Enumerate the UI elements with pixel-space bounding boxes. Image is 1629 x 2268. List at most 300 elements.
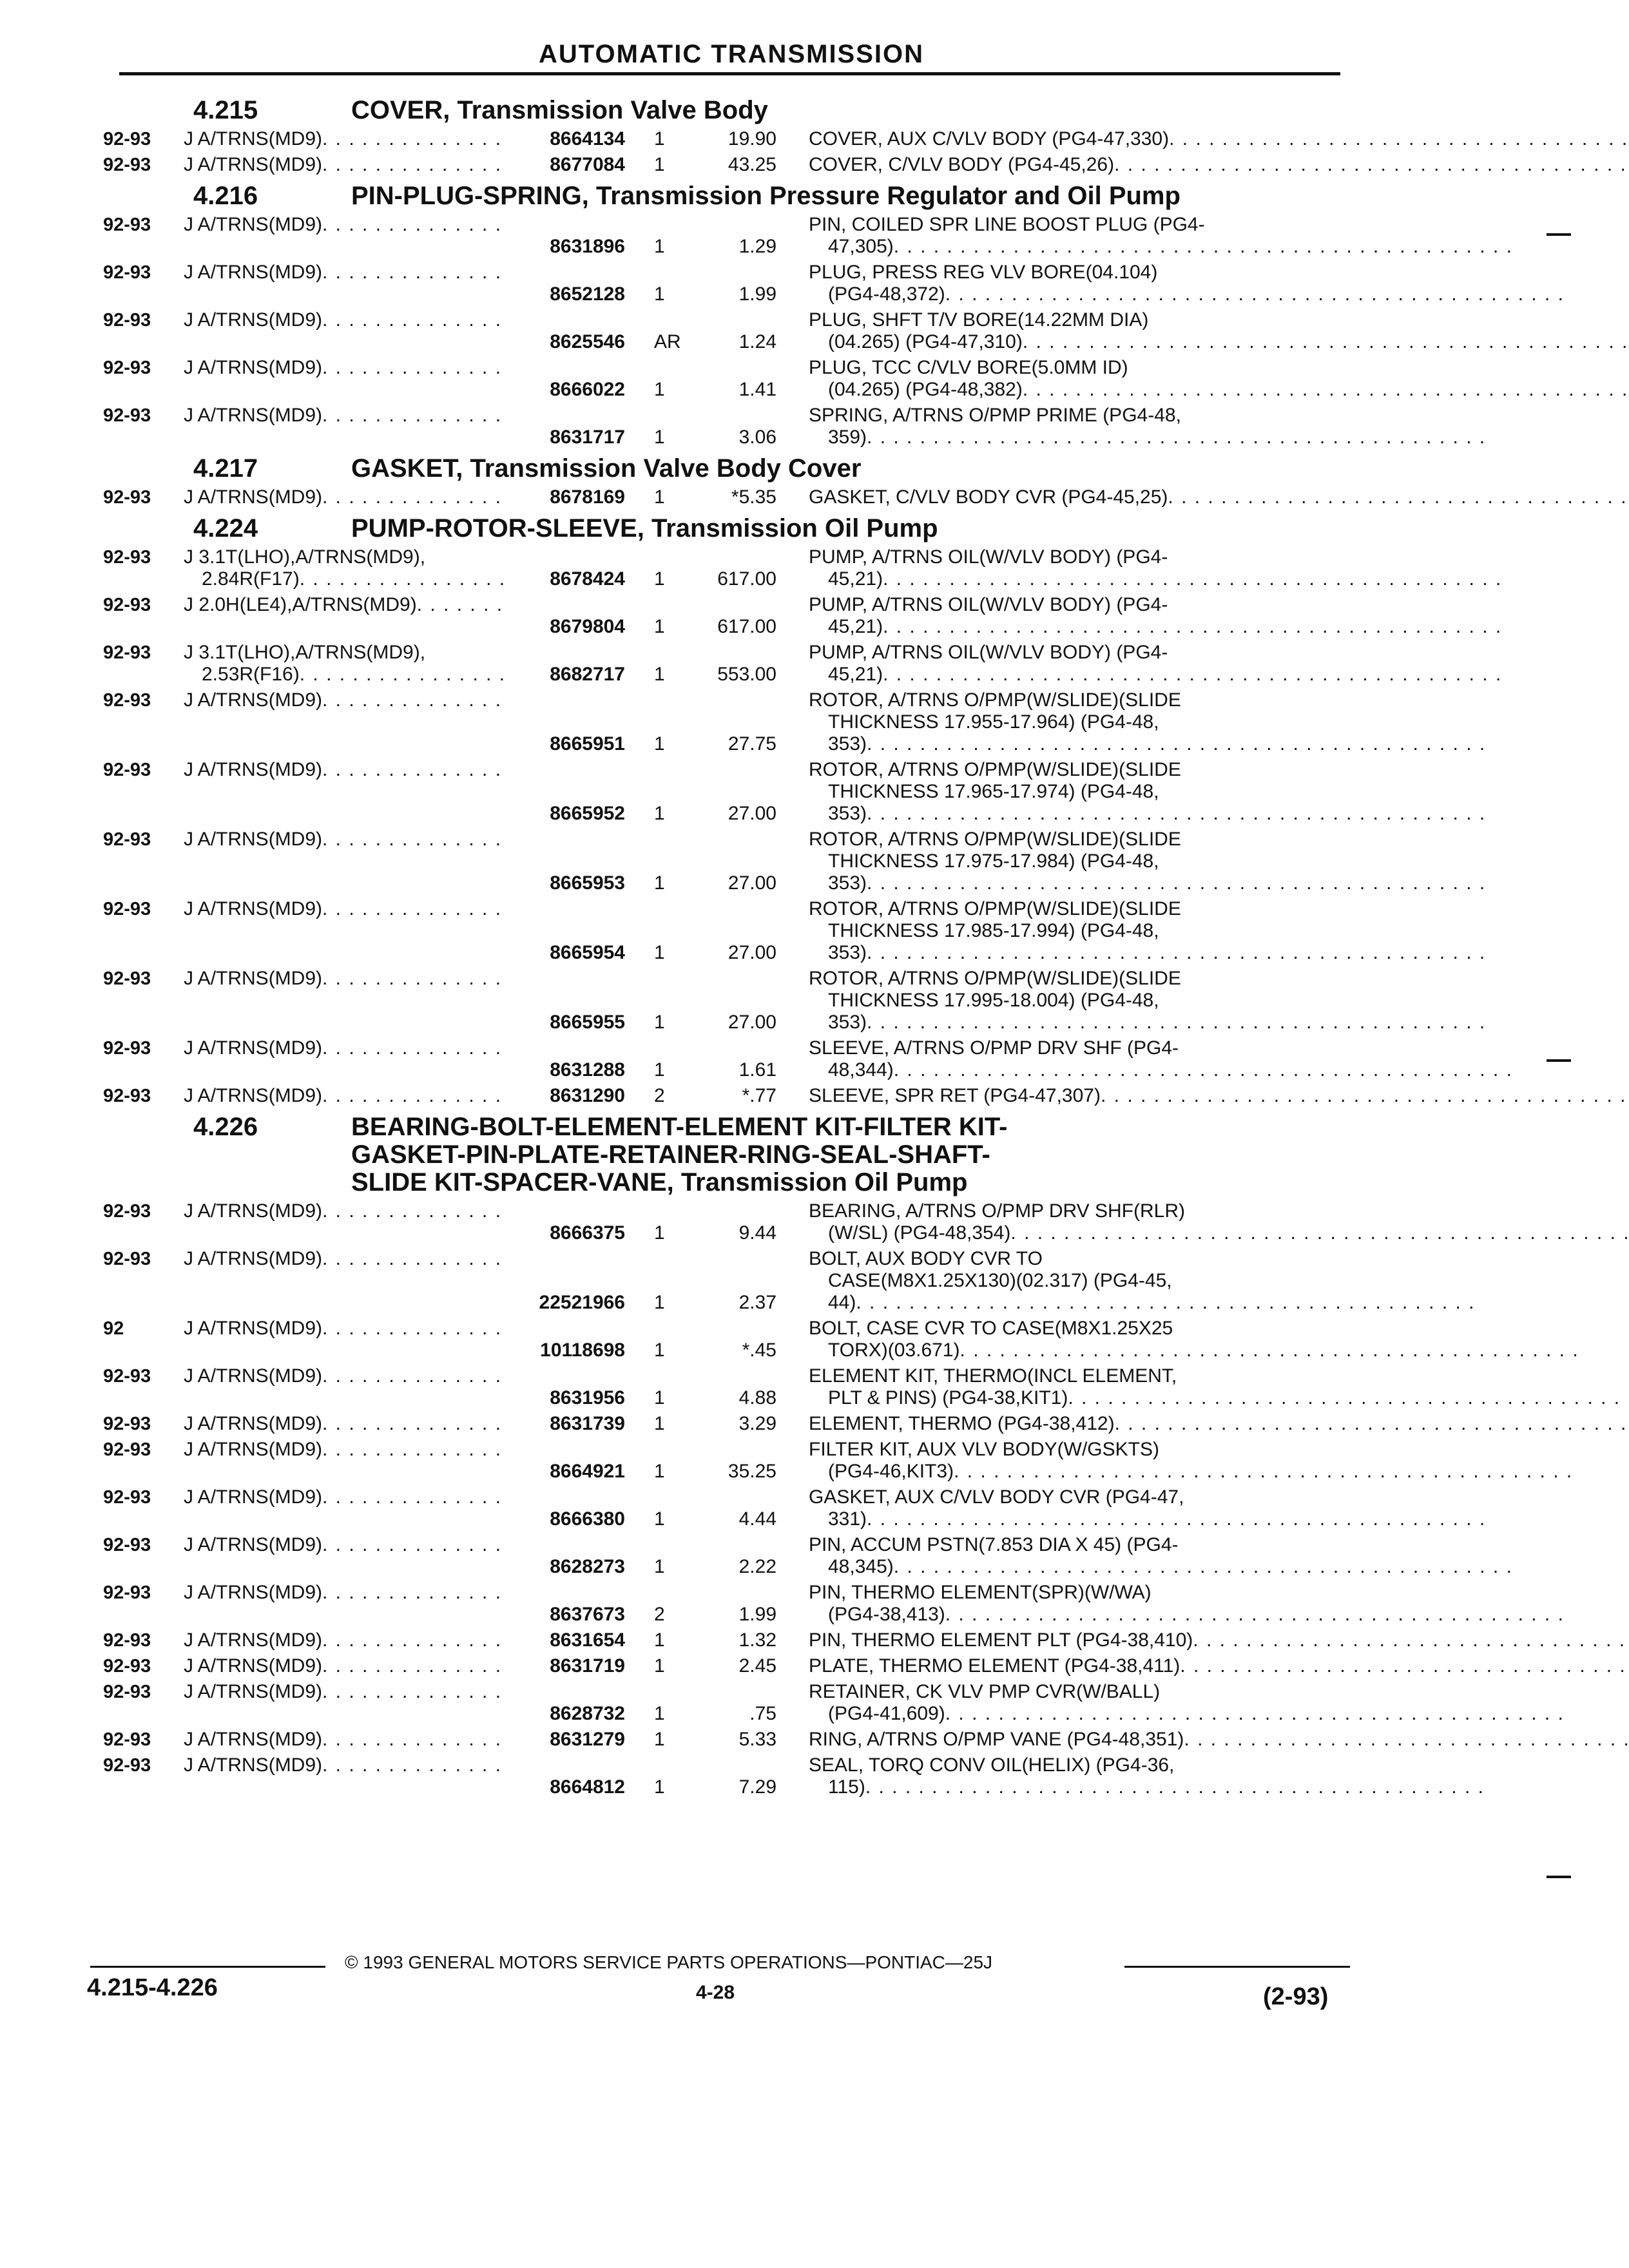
footer-page-number: 4-28 <box>696 1982 735 2003</box>
model-years: 92-93 <box>103 690 151 711</box>
description-line <box>809 689 1486 711</box>
description-text: PUMP, A/TRNS OIL(W/VLV BODY) (PG4- <box>809 594 1168 615</box>
dot-leader <box>867 1012 1486 1033</box>
quantity: 1 <box>654 1387 665 1408</box>
dot-leader <box>883 568 1502 590</box>
model-years: 92-93 <box>103 310 151 331</box>
description-line <box>809 850 1486 872</box>
application-line <box>184 486 506 508</box>
model-years: 92-93 <box>103 1366 151 1387</box>
price: 19.90 <box>728 128 776 149</box>
price: 1.61 <box>738 1059 776 1081</box>
description-text: PLT & PINS) (PG4-38,KIT1) <box>828 1387 1068 1408</box>
header-rule <box>119 72 1340 75</box>
description-line <box>809 262 1565 284</box>
price: 27.00 <box>728 1012 776 1033</box>
application-line <box>184 1629 506 1651</box>
part-row <box>103 1534 1347 1578</box>
dot-leader <box>300 568 506 590</box>
description-line <box>809 486 1629 508</box>
description-text: 48,344) <box>828 1059 894 1081</box>
description-text: FILTER KIT, AUX VLV BODY(W/GSKTS) <box>809 1439 1159 1460</box>
part-number: 8631717 <box>550 427 625 448</box>
description-line <box>809 1413 1629 1435</box>
description-text: PIN, THERMO ELEMENT PLT (PG4-38,410) <box>809 1629 1193 1651</box>
description-text: ROTOR, A/TRNS O/PMP(W/SLIDE)(SLIDE <box>809 689 1181 711</box>
quantity: 1 <box>654 872 665 894</box>
application-text: J A/TRNS(MD9) <box>184 1248 323 1269</box>
dot-leader <box>322 128 506 150</box>
description-text: (PG4-38,413) <box>828 1604 945 1625</box>
part-number: 8664134 <box>550 128 625 149</box>
description-line <box>809 546 1502 568</box>
price: 4.88 <box>738 1387 776 1408</box>
parts-list <box>103 90 1347 1798</box>
application-line <box>184 1413 506 1435</box>
description-line <box>809 733 1486 755</box>
application-line <box>184 1200 506 1222</box>
application-text: J 3.1T(LHO),A/TRNS(MD9), <box>184 546 426 568</box>
description-text: (04.265) (PG4-48,382) <box>828 379 1023 400</box>
quantity: 1 <box>654 284 665 305</box>
description-text: 44) <box>828 1292 856 1313</box>
page-title: AUTOMATIC TRANSMISSION <box>538 40 925 68</box>
section-number: 4.217 <box>193 454 258 483</box>
price: 5.33 <box>738 1729 776 1750</box>
application <box>184 1085 506 1107</box>
quantity: 1 <box>654 1059 665 1081</box>
dot-leader <box>867 427 1486 448</box>
part-row <box>103 829 1347 894</box>
part-number: 8666375 <box>550 1222 625 1244</box>
application-line <box>184 1248 506 1270</box>
dot-leader <box>856 1292 1475 1314</box>
part-row <box>103 1486 1347 1530</box>
application <box>184 154 506 176</box>
dot-leader <box>322 1486 506 1508</box>
application-line <box>184 759 506 781</box>
part-number: 8665954 <box>550 942 625 963</box>
quantity: 1 <box>654 1508 665 1530</box>
dot-leader <box>945 284 1565 305</box>
description-line <box>809 1508 1486 1530</box>
model-years: 92-93 <box>103 487 151 508</box>
margin-mark <box>1547 233 1571 236</box>
dot-leader <box>1101 1085 1629 1107</box>
section-heading <box>103 515 1347 543</box>
description-line <box>809 1486 1486 1508</box>
quantity: 1 <box>654 1222 665 1244</box>
description <box>776 829 1486 894</box>
part-row <box>103 1037 1347 1081</box>
description <box>776 1486 1486 1530</box>
quantity: 1 <box>654 1413 665 1434</box>
description-line <box>809 616 1502 638</box>
description <box>776 1318 1579 1361</box>
part-number: 8652128 <box>550 284 625 305</box>
description <box>776 1037 1513 1081</box>
description-line <box>809 309 1629 331</box>
model-years: 92-93 <box>103 642 151 663</box>
description <box>776 128 1629 150</box>
part-number: 8637673 <box>550 1604 625 1625</box>
dot-leader <box>1023 379 1629 401</box>
dot-leader <box>1068 1387 1629 1409</box>
model-years: 92-93 <box>103 1582 151 1603</box>
description-text: 353) <box>828 803 867 824</box>
part-number: 22521966 <box>539 1292 625 1313</box>
price: 1.29 <box>738 236 776 257</box>
part-number: 8665953 <box>550 872 625 894</box>
description-line <box>809 1604 1565 1626</box>
footer-section-range: 4.215-4.226 <box>87 1974 218 2001</box>
description-line <box>809 128 1629 150</box>
dot-leader <box>322 1318 506 1340</box>
price: *5.35 <box>731 486 776 508</box>
description-text: 45,21) <box>828 616 883 637</box>
price: 27.00 <box>728 872 776 894</box>
price: 4.44 <box>738 1508 776 1530</box>
quantity: 1 <box>654 568 665 590</box>
application <box>184 594 506 638</box>
application-text: J A/TRNS(MD9) <box>184 128 323 149</box>
dot-leader <box>945 1604 1565 1626</box>
description-line <box>809 1776 1485 1798</box>
quantity: 1 <box>654 1729 665 1750</box>
description <box>776 1754 1485 1798</box>
part-row <box>103 309 1347 353</box>
description-text: RETAINER, CK VLV PMP CVR(W/BALL) <box>809 1681 1161 1702</box>
description-text: (W/SL) (PG4-48,354) <box>828 1222 1011 1244</box>
application-text: J A/TRNS(MD9) <box>184 898 323 919</box>
model-years: 92-93 <box>103 215 151 235</box>
description <box>776 154 1629 176</box>
application-text: 2.53R(F16) <box>202 664 300 685</box>
description <box>776 898 1486 964</box>
description-text: 359) <box>828 427 867 448</box>
application-line <box>184 642 506 664</box>
description <box>776 357 1629 401</box>
application-line <box>184 357 506 379</box>
description-line <box>809 872 1486 894</box>
dot-leader <box>322 1629 506 1651</box>
application-text: J A/TRNS(MD9) <box>184 1754 323 1776</box>
application-text: J A/TRNS(MD9) <box>184 689 323 711</box>
description-text: BEARING, A/TRNS O/PMP DRV SHF(RLR) <box>809 1200 1185 1222</box>
application-text: 2.84R(F17) <box>202 568 300 590</box>
description <box>776 1655 1629 1677</box>
dot-leader <box>322 1200 506 1222</box>
section-title: COVER, Transmission Valve Body <box>351 96 768 124</box>
application-line <box>184 309 506 331</box>
description-line <box>809 1200 1629 1222</box>
dot-leader <box>867 803 1486 825</box>
description-text: GASKET, C/VLV BODY CVR (PG4-45,25) <box>809 486 1168 508</box>
description <box>776 759 1486 825</box>
application <box>184 405 506 448</box>
part-row <box>103 968 1347 1033</box>
section-number: 4.216 <box>193 182 258 210</box>
dot-leader <box>1010 1222 1629 1244</box>
dot-leader <box>894 236 1513 258</box>
application <box>184 898 506 964</box>
part-row <box>103 128 1347 150</box>
application <box>184 309 506 353</box>
application-line <box>184 664 506 686</box>
dot-leader <box>1193 1629 1629 1651</box>
description-line <box>809 1556 1513 1578</box>
description-text: THICKNESS 17.975-17.984) (PG4-48, <box>828 850 1159 872</box>
description-line <box>809 1729 1629 1751</box>
description-line <box>809 759 1486 781</box>
price: 617.00 <box>717 568 776 590</box>
part-row <box>103 689 1347 755</box>
application-line <box>184 1582 506 1604</box>
price: 617.00 <box>717 616 776 637</box>
description-line <box>809 1629 1629 1651</box>
model-years: 92-93 <box>103 1656 151 1677</box>
application <box>184 1248 506 1314</box>
part-row <box>103 759 1347 825</box>
model-years: 92-93 <box>103 829 151 850</box>
section-number: 4.226 <box>193 1113 258 1141</box>
dot-leader <box>322 1655 506 1677</box>
description-text: (PG4-41,609) <box>828 1703 945 1724</box>
description-line <box>809 1534 1513 1556</box>
dot-leader <box>954 1461 1573 1483</box>
description-line <box>809 1655 1629 1677</box>
application-line <box>184 898 506 920</box>
dot-leader <box>322 486 506 508</box>
section-number: 4.224 <box>193 514 258 543</box>
price: *.77 <box>742 1085 776 1106</box>
description <box>776 689 1486 755</box>
quantity: 1 <box>654 128 665 149</box>
description-text: 47,305) <box>828 236 894 257</box>
margin-mark <box>1547 1876 1571 1878</box>
description-text: 353) <box>828 733 867 754</box>
part-row <box>103 262 1347 305</box>
application-text: J A/TRNS(MD9) <box>184 1085 323 1106</box>
application <box>184 1200 506 1244</box>
dot-leader <box>322 829 506 850</box>
description-text: PUMP, A/TRNS OIL(W/VLV BODY) (PG4- <box>809 642 1168 663</box>
part-number: 8666380 <box>550 1508 625 1530</box>
model-years: 92-93 <box>103 547 151 568</box>
model-years: 92-93 <box>103 262 151 283</box>
dot-leader <box>300 664 506 686</box>
description-text: THICKNESS 17.995-18.004) (PG4-48, <box>828 990 1159 1011</box>
quantity: 1 <box>654 427 665 448</box>
part-row <box>103 1439 1347 1483</box>
description-text: PUMP, A/TRNS OIL(W/VLV BODY) (PG4- <box>809 546 1168 568</box>
model-years: 92-93 <box>103 358 151 378</box>
quantity: 2 <box>654 1604 665 1625</box>
quantity: 1 <box>654 942 665 963</box>
description-text: COVER, C/VLV BODY (PG4-45,26) <box>809 154 1115 175</box>
description <box>776 968 1486 1033</box>
description-line <box>809 405 1486 427</box>
description-line <box>809 898 1486 920</box>
application-text: J A/TRNS(MD9) <box>184 968 323 989</box>
dot-leader <box>322 898 506 920</box>
section-heading <box>103 97 1347 124</box>
quantity: 1 <box>654 733 665 754</box>
description-line <box>809 568 1502 590</box>
model-years: 92-93 <box>103 968 151 989</box>
description <box>776 1729 1629 1751</box>
dot-leader <box>322 1085 506 1107</box>
application <box>184 829 506 894</box>
quantity: 1 <box>654 1012 665 1033</box>
description <box>776 1582 1565 1626</box>
footer-revision: (2-93) <box>1263 1983 1329 2010</box>
dot-leader <box>322 309 506 331</box>
dot-leader <box>883 616 1502 638</box>
description-text: TORX)(03.671) <box>828 1340 960 1361</box>
application-text: J A/TRNS(MD9) <box>184 262 323 283</box>
application-line <box>184 1655 506 1677</box>
application <box>184 128 506 150</box>
part-row <box>103 357 1347 401</box>
part-row <box>103 1655 1347 1677</box>
model-years: 92-93 <box>103 1414 151 1434</box>
description-line <box>809 920 1486 942</box>
model-years: 92-93 <box>103 760 151 780</box>
dot-leader <box>1023 331 1629 353</box>
application-text: J 2.0H(LE4),A/TRNS(MD9) <box>184 594 417 615</box>
part-row <box>103 1413 1347 1435</box>
dot-leader <box>865 1776 1485 1798</box>
application-line <box>184 1085 506 1107</box>
description-line <box>809 711 1486 733</box>
dot-leader <box>322 1534 506 1556</box>
application-line <box>184 1486 506 1508</box>
application <box>184 759 506 825</box>
description-text: COVER, AUX C/VLV BODY (PG4-47,330) <box>809 128 1170 149</box>
part-number: 10118698 <box>540 1340 625 1361</box>
application-text: J A/TRNS(MD9) <box>184 1486 323 1508</box>
price: 9.44 <box>738 1222 776 1244</box>
model-years: 92-93 <box>103 1682 151 1702</box>
description <box>776 594 1502 638</box>
price: 2.22 <box>738 1556 776 1577</box>
description <box>776 1085 1629 1107</box>
description-text: PIN, COILED SPR LINE BOOST PLUG (PG4- <box>809 214 1205 235</box>
application <box>184 1681 506 1725</box>
description-text: 115) <box>828 1776 865 1798</box>
part-number: 8631654 <box>550 1629 625 1651</box>
quantity: 1 <box>654 803 665 824</box>
application-text: J A/TRNS(MD9) <box>184 1200 323 1222</box>
description-text: BOLT, CASE CVR TO CASE(M8X1.25X25 <box>809 1318 1173 1339</box>
dot-leader <box>322 405 506 427</box>
description-text: SLEEVE, A/TRNS O/PMP DRV SHF (PG4- <box>809 1037 1179 1059</box>
description-text: 353) <box>828 942 867 963</box>
quantity: 1 <box>654 486 665 508</box>
application-line <box>184 1439 506 1461</box>
description-text: PLUG, PRESS REG VLV BORE(04.104) <box>809 262 1158 283</box>
description <box>776 309 1629 353</box>
description-line <box>809 1085 1629 1107</box>
dot-leader <box>1169 128 1629 150</box>
price: 3.06 <box>738 427 776 448</box>
description-text: GASKET, AUX C/VLV BODY CVR (PG4-47, <box>809 1486 1184 1508</box>
price: 35.25 <box>728 1461 776 1482</box>
description-line <box>809 1012 1486 1033</box>
application <box>184 1534 506 1578</box>
description-text: PLATE, THERMO ELEMENT (PG4-38,411) <box>809 1655 1181 1677</box>
application-text: J A/TRNS(MD9) <box>184 1318 323 1339</box>
description <box>776 262 1565 305</box>
model-years: 92 <box>103 1318 124 1339</box>
application <box>184 968 506 1033</box>
description-line <box>809 781 1486 803</box>
part-row <box>103 1318 1347 1361</box>
section-title: BEARING-BOLT-ELEMENT-ELEMENT KIT-FILTER KIT- GASKET-PIN-PLATE-RETAINER-RING-SEAL-SHAFT- SLIDE KIT-SPACER-VANE, Transmission Oil Pump <box>351 1113 1008 1196</box>
description-line <box>809 1270 1476 1292</box>
part-row <box>103 898 1347 964</box>
price: *.45 <box>742 1340 776 1361</box>
part-row <box>103 642 1347 686</box>
part-number: 8678424 <box>550 568 625 590</box>
description-line <box>809 1681 1565 1703</box>
application-text: J A/TRNS(MD9) <box>184 405 323 426</box>
quantity: 1 <box>654 154 665 175</box>
dot-leader <box>322 1582 506 1604</box>
part-number: 8682717 <box>550 664 625 685</box>
description-line <box>809 829 1486 850</box>
description-text: ROTOR, A/TRNS O/PMP(W/SLIDE)(SLIDE <box>809 759 1181 780</box>
price: 2.37 <box>738 1292 776 1313</box>
application-text: J A/TRNS(MD9) <box>184 1365 323 1387</box>
part-number: 8679804 <box>550 616 625 637</box>
application <box>184 1318 506 1361</box>
model-years: 92-93 <box>103 1439 151 1460</box>
application-line <box>184 1318 506 1340</box>
part-number: 8631739 <box>550 1413 625 1434</box>
part-number: 8631279 <box>550 1729 625 1750</box>
dot-leader <box>322 689 506 711</box>
description-line <box>809 1439 1573 1461</box>
description-line <box>809 642 1502 664</box>
part-number: 8625546 <box>550 331 625 352</box>
price: 27.00 <box>728 803 776 824</box>
part-number: 8665952 <box>550 803 625 824</box>
part-row <box>103 486 1347 508</box>
application <box>184 357 506 401</box>
description <box>776 642 1502 686</box>
part-number: 8665951 <box>550 733 625 754</box>
description-text: BOLT, AUX BODY CVR TO <box>809 1248 1043 1269</box>
section-heading <box>103 1113 1347 1196</box>
part-number: 8628732 <box>550 1703 625 1724</box>
price: 3.29 <box>738 1413 776 1434</box>
description-text: THICKNESS 17.955-17.964) (PG4-48, <box>828 711 1159 733</box>
application <box>184 486 506 508</box>
model-years: 92-93 <box>103 129 151 149</box>
description-text: 331) <box>828 1508 867 1530</box>
description-text: ELEMENT KIT, THERMO(INCL ELEMENT, <box>809 1365 1177 1387</box>
description-line <box>809 1387 1629 1409</box>
dot-leader <box>867 1508 1486 1530</box>
description <box>776 1681 1565 1725</box>
description <box>776 214 1513 258</box>
application-line <box>184 568 506 590</box>
application <box>184 1365 506 1409</box>
description-line <box>809 803 1486 825</box>
footer-rule-left <box>90 1966 325 1968</box>
